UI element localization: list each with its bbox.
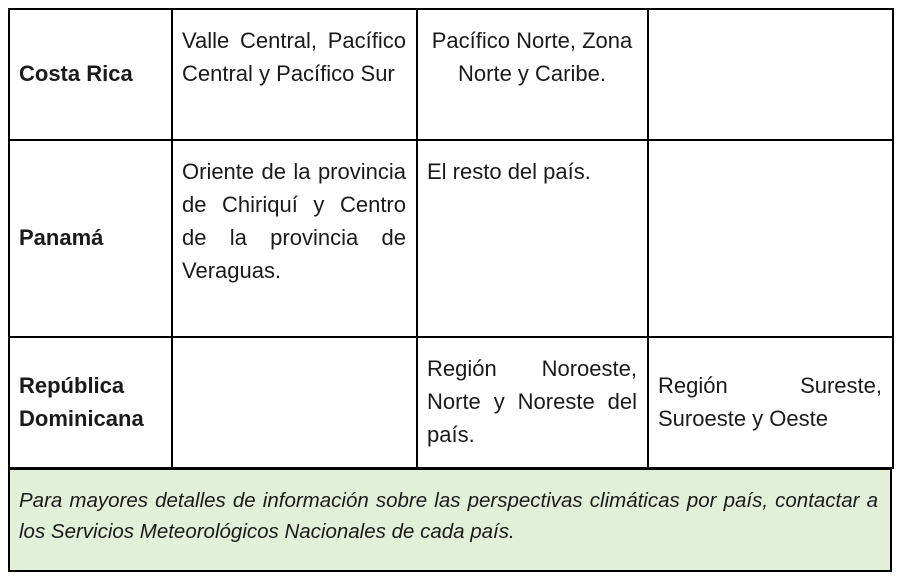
table-row [9, 337, 893, 468]
region-cell [172, 337, 417, 468]
table-row [9, 9, 893, 140]
region-cell: Oriente de la provincia de Chiriquí y Centro de la provincia de Veraguas. [172, 140, 417, 337]
region-cell: Valle Central, Pacífico Central y Pacífico Sur [172, 9, 417, 140]
region-cell: Región Sureste, Suroeste y Oeste [648, 337, 893, 468]
region-cell: Región Noroeste, Norte y Noreste del país. [417, 337, 648, 468]
region-cell: Pacífico Norte, Zona Norte y Caribe. [417, 9, 648, 140]
region-cell: El resto del país. [417, 140, 648, 337]
country-cell: Panamá [9, 140, 172, 337]
footnote: Para mayores detalles de información sobre las perspectivas climáticas por país, contactar a los Servicios Meteorológicos Nacionales de cada país. [8, 468, 892, 572]
country-cell: República Dominicana [9, 337, 172, 468]
region-table [8, 8, 894, 469]
region-cell [648, 9, 893, 140]
country-cell: Costa Rica [9, 9, 172, 140]
region-cell [648, 140, 893, 337]
table-row [9, 140, 893, 337]
